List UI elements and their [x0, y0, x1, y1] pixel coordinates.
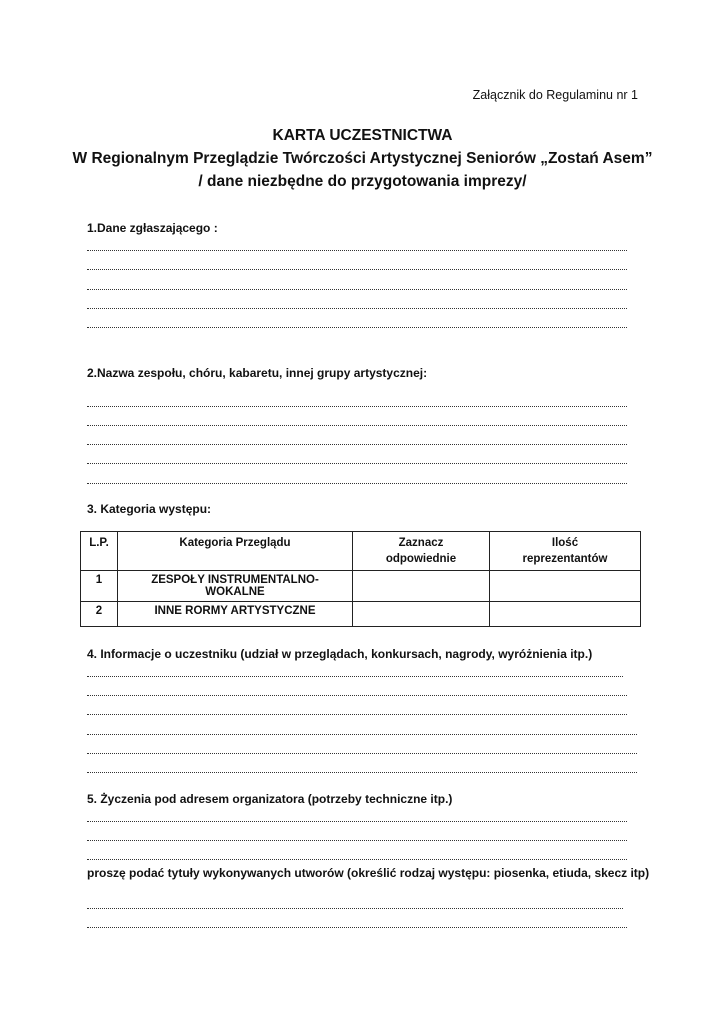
fill-line[interactable] — [87, 772, 637, 773]
header-count-line2: reprezentantów — [522, 553, 608, 565]
repertoire-heading: proszę podać tytuły wykonywanych utworów (określić rodzaj występu: piosenka, etiuda, skecz itp) — [87, 866, 650, 880]
section-3-heading: 3. Kategoria występu: — [87, 502, 212, 516]
header-lp: L.P. — [81, 532, 118, 571]
section-2-heading: 2.Nazwa zespołu, chóru, kabaretu, innej grupy artystycznej: — [87, 366, 428, 380]
row-lp: 1 — [81, 571, 118, 602]
fill-line[interactable] — [87, 753, 637, 754]
fill-line[interactable] — [87, 444, 627, 445]
form-title: KARTA UCZESTNICTWA — [272, 127, 453, 144]
header-mark-line1: Zaznacz — [398, 537, 444, 549]
fill-line[interactable] — [87, 269, 627, 270]
fill-line[interactable] — [87, 734, 637, 735]
fill-line[interactable] — [87, 308, 627, 309]
category-table — [80, 531, 641, 627]
form-subtitle: W Regionalnym Przeglądzie Twórczości Artystycznej Seniorów „Zostań Asem” — [72, 150, 653, 167]
table-row — [81, 602, 641, 627]
annex-label: Załącznik do Regulaminu nr 1 — [472, 88, 638, 102]
fill-line[interactable] — [87, 250, 627, 251]
row-mark-cell[interactable] — [353, 602, 490, 627]
section-5-heading: 5. Życzenia pod adresem organizatora (potrzeby techniczne itp.) — [87, 792, 453, 806]
fill-line[interactable] — [87, 695, 627, 696]
row-mark-cell[interactable] — [353, 571, 490, 602]
row-category: INNE RORMY ARTYSTYCZNE — [118, 602, 353, 627]
fill-line[interactable] — [87, 327, 627, 328]
section-1-heading: 1.Dane zgłaszającego : — [87, 221, 218, 235]
header-mark-line2: odpowiednie — [385, 553, 457, 565]
fill-line[interactable] — [87, 425, 627, 426]
fill-line[interactable] — [87, 483, 627, 484]
header-category: Kategoria Przeglądu — [118, 532, 353, 571]
form-title-block — [0, 124, 725, 193]
fill-line[interactable] — [87, 714, 627, 715]
row-count-cell[interactable] — [490, 571, 641, 602]
table-row — [81, 571, 641, 602]
form-subtitle-note: / dane niezbędne do przygotowania imprezy/ — [198, 173, 527, 190]
fill-line[interactable] — [87, 908, 623, 909]
fill-line[interactable] — [87, 927, 627, 928]
row-category: ZESPOŁY INSTRUMENTALNO-WOKALNE — [118, 571, 353, 602]
fill-line[interactable] — [87, 840, 627, 841]
fill-line[interactable] — [87, 859, 627, 860]
header-count — [490, 532, 641, 571]
row-lp: 2 — [81, 602, 118, 627]
table-header-row — [81, 532, 641, 571]
fill-line[interactable] — [87, 406, 627, 407]
fill-line[interactable] — [87, 289, 627, 290]
fill-line[interactable] — [87, 821, 627, 822]
fill-line[interactable] — [87, 463, 627, 464]
row-count-cell[interactable] — [490, 602, 641, 627]
fill-line[interactable] — [87, 676, 623, 677]
header-count-line1: Ilość — [551, 537, 579, 549]
header-mark — [353, 532, 490, 571]
section-4-heading: 4. Informacje o uczestniku (udział w przeglądach, konkursach, nagrody, wyróżnienia itp.) — [87, 647, 593, 661]
